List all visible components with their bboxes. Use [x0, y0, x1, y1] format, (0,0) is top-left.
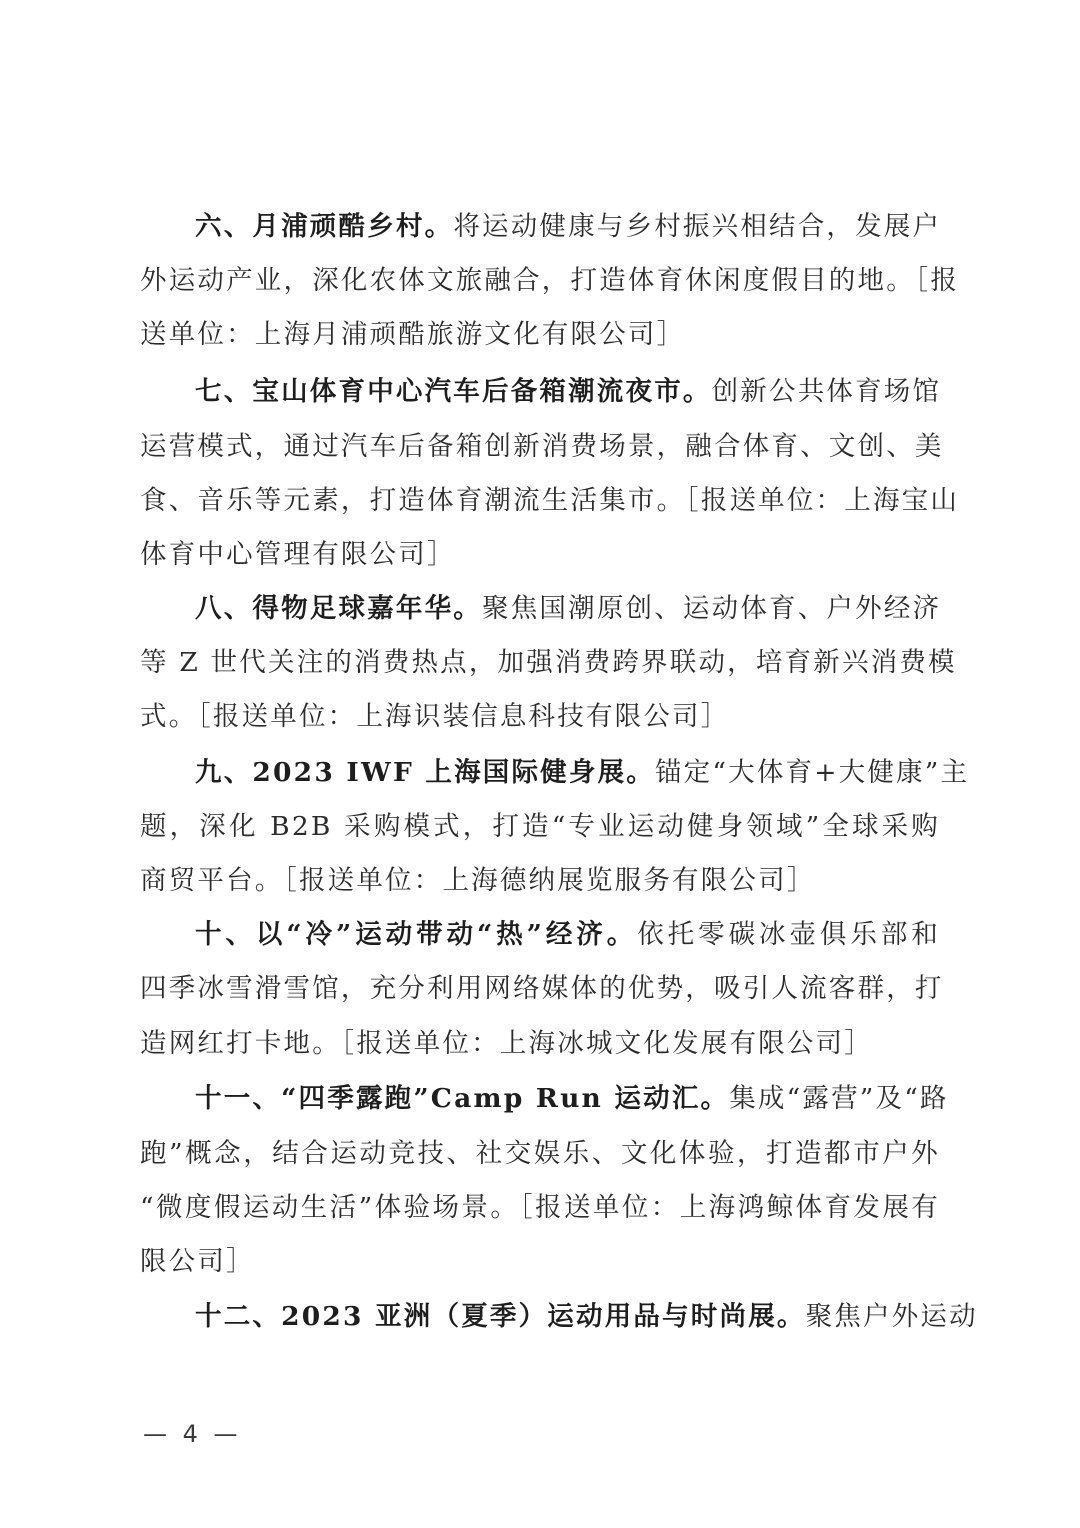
item-7-text: 创新公共体育场馆 — [711, 376, 942, 407]
item-9-number: 九、 — [195, 757, 253, 788]
item-7-line: 运营模式，通过汽车后备箱创新消费场景，融合体育、文创、美 — [140, 431, 944, 462]
item-9-text: 锚定“大体育+大健康”主 — [654, 757, 970, 788]
item-12-number: 十二、 — [195, 1301, 282, 1332]
item-6-number: 六、 — [195, 211, 253, 242]
item-11-line: 跑”概念，结合运动竞技、社交娱乐、文化体验，打造都市户外 — [140, 1138, 940, 1169]
item-10-line: 造网红打卡地。［报送单位：上海冰城文化发展有限公司］ — [140, 1028, 873, 1059]
item-6-text: 将运动健康与乡村振兴相结合，发展户 — [453, 211, 942, 242]
item-11-line: 限公司］ — [140, 1246, 255, 1277]
item-12-text: 聚焦户外运动 — [805, 1301, 978, 1332]
item-12-title: 2023 亚洲（夏季）运动用品与时尚展。 — [281, 1301, 806, 1332]
item-11-line: “微度假运动生活”体验场景。［报送单位：上海鸿鲸体育发展有 — [140, 1192, 940, 1223]
item-8-line: 等 Z 世代关注的消费热点，加强消费跨界联动，培育新兴消费模 — [140, 647, 957, 678]
item-6-line: 送单位：上海月浦顽酷旅游文化有限公司］ — [140, 319, 686, 350]
item-10-line: 四季冰雪滑雪馆，充分利用网络媒体的优势，吸引人流客群，打 — [140, 973, 944, 1004]
item-8-number: 八、 — [195, 593, 253, 624]
item-6-line: 外运动产业，深化农体文旅融合，打造体育休闲度假目的地。［报 — [140, 265, 960, 296]
item-10-text: 依托零碳冰壶俱乐部和 — [637, 919, 940, 950]
item-10-number: 十、 — [195, 919, 256, 950]
page-number: — 4 — — [143, 1420, 242, 1448]
item-7-line: 体育中心管理有限公司］ — [140, 539, 456, 570]
item-9-line: 题，深化 B2B 采购模式，打造“专业运动健身领域”全球采购 — [140, 811, 940, 842]
item-9-line: 商贸平台。［报送单位：上海德纳展览服务有限公司］ — [140, 865, 816, 896]
item-8-title: 得物足球嘉年华。 — [252, 593, 483, 624]
item-12-heading-line — [195, 1297, 978, 1337]
item-7-heading-line — [195, 372, 940, 412]
item-6-heading-line — [195, 207, 940, 247]
item-8-text: 聚焦国潮原创、运动体育、户外经济 — [482, 593, 942, 624]
item-10-title: 以“冷”运动带动“热”经济。 — [255, 919, 638, 950]
item-9-heading-line — [195, 753, 970, 793]
item-7-line: 食、音乐等元素，打造体育潮流生活集市。［报送单位：上海宝山 — [140, 485, 960, 516]
item-11-heading-line — [195, 1079, 949, 1119]
item-11-title: “四季露跑”Camp Run 运动汇。 — [281, 1083, 730, 1114]
item-11-text: 集成“露营”及“路 — [729, 1083, 949, 1114]
item-7-title: 宝山体育中心汽车后备箱潮流夜市。 — [252, 376, 712, 407]
item-11-number: 十一、 — [195, 1083, 282, 1114]
item-10-heading-line — [195, 915, 940, 955]
item-8-heading-line — [195, 589, 940, 629]
item-8-line: 式。［报送单位：上海识装信息科技有限公司］ — [140, 701, 730, 732]
item-7-number: 七、 — [195, 376, 253, 407]
item-6-title: 月浦顽酷乡村。 — [252, 211, 454, 242]
item-9-title: 2023 IWF 上海国际健身展。 — [252, 757, 655, 788]
